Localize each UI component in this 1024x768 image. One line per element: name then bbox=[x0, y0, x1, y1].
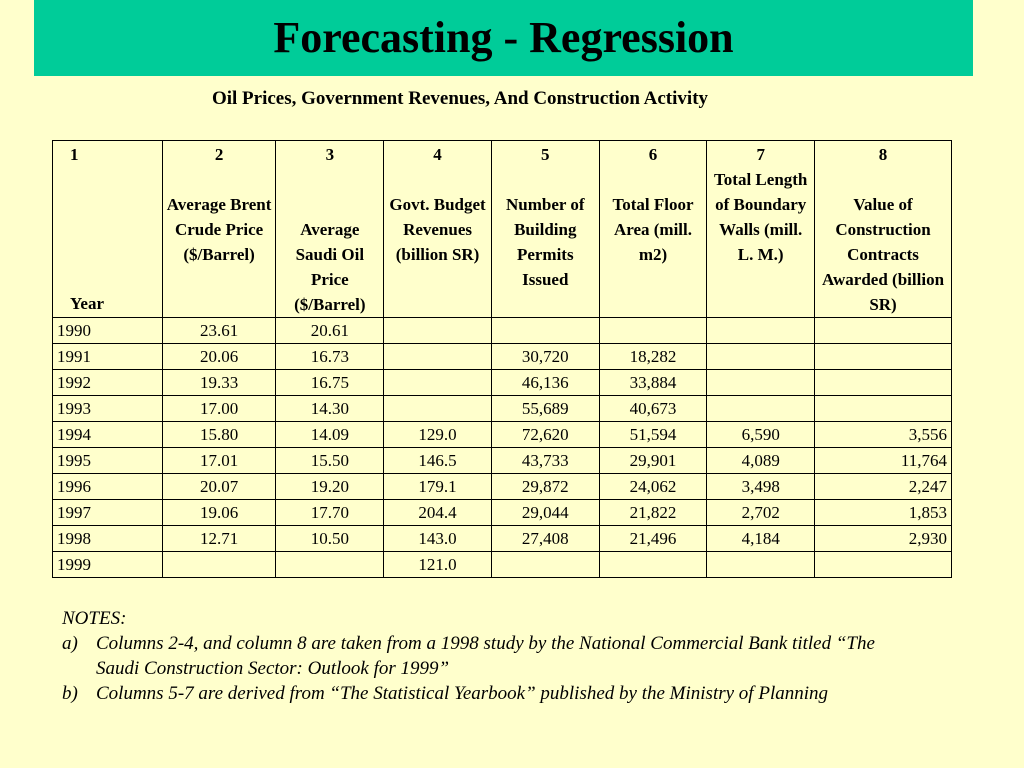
cell-boundary-walls bbox=[707, 344, 815, 370]
cell-budget-revenues: 179.1 bbox=[384, 474, 492, 500]
cell-saudi-price: 16.75 bbox=[276, 370, 384, 396]
header-brent-price bbox=[162, 141, 276, 318]
cell-budget-revenues bbox=[384, 318, 492, 344]
cell-boundary-walls bbox=[707, 396, 815, 422]
cell-budget-revenues: 121.0 bbox=[384, 552, 492, 578]
cell-contracts-value: 2,930 bbox=[815, 526, 952, 552]
cell-year: 1996 bbox=[53, 474, 163, 500]
cell-year: 1997 bbox=[53, 500, 163, 526]
header-number: 8 bbox=[878, 145, 888, 164]
header-label: Govt. Budget Revenues (billion SR) bbox=[389, 195, 486, 264]
cell-building-permits bbox=[491, 552, 599, 578]
cell-floor-area: 33,884 bbox=[599, 370, 707, 396]
table-row bbox=[53, 318, 952, 344]
header-number: 2 bbox=[214, 145, 224, 164]
cell-saudi-price bbox=[276, 552, 384, 578]
cell-building-permits: 29,872 bbox=[491, 474, 599, 500]
cell-building-permits: 72,620 bbox=[491, 422, 599, 448]
cell-contracts-value: 1,853 bbox=[815, 500, 952, 526]
notes-heading: NOTES: bbox=[62, 608, 127, 629]
cell-saudi-price: 17.70 bbox=[276, 500, 384, 526]
cell-saudi-price: 19.20 bbox=[276, 474, 384, 500]
table-row bbox=[53, 474, 952, 500]
header-label: Number of Building Permits Issued bbox=[505, 195, 585, 289]
header-label: Value of Construction Contracts Awarded (billion SR) bbox=[822, 195, 945, 314]
cell-year: 1995 bbox=[53, 448, 163, 474]
cell-budget-revenues: 204.4 bbox=[384, 500, 492, 526]
header-label: Total Length of Boundary Walls (mill. L. M.) bbox=[714, 170, 808, 264]
cell-brent-price: 20.06 bbox=[162, 344, 276, 370]
cell-boundary-walls: 2,702 bbox=[707, 500, 815, 526]
cell-brent-price: 20.07 bbox=[162, 474, 276, 500]
table-row bbox=[53, 370, 952, 396]
header-number: 7 bbox=[756, 145, 765, 164]
table-row bbox=[53, 396, 952, 422]
cell-boundary-walls bbox=[707, 318, 815, 344]
cell-boundary-walls: 3,498 bbox=[707, 474, 815, 500]
cell-building-permits: 46,136 bbox=[491, 370, 599, 396]
header-label: Average Brent Crude Price ($/Barrel) bbox=[166, 195, 272, 264]
cell-floor-area: 24,062 bbox=[599, 474, 707, 500]
cell-year: 1991 bbox=[53, 344, 163, 370]
cell-contracts-value: 2,247 bbox=[815, 474, 952, 500]
cell-saudi-price: 15.50 bbox=[276, 448, 384, 474]
note-item bbox=[62, 681, 882, 706]
cell-floor-area: 40,673 bbox=[599, 396, 707, 422]
header-number: 3 bbox=[325, 145, 335, 164]
header-number: 1 bbox=[70, 145, 79, 164]
cell-building-permits: 43,733 bbox=[491, 448, 599, 474]
header-boundary-walls bbox=[707, 141, 815, 318]
table-row bbox=[53, 552, 952, 578]
cell-boundary-walls bbox=[707, 370, 815, 396]
cell-boundary-walls: 4,089 bbox=[707, 448, 815, 474]
cell-brent-price: 17.00 bbox=[162, 396, 276, 422]
cell-floor-area bbox=[599, 318, 707, 344]
cell-contracts-value: 11,764 bbox=[815, 448, 952, 474]
cell-budget-revenues: 146.5 bbox=[384, 448, 492, 474]
page-title: Forecasting - Regression bbox=[273, 13, 734, 62]
cell-budget-revenues bbox=[384, 370, 492, 396]
header-budget-revenues bbox=[384, 141, 492, 318]
header-floor-area bbox=[599, 141, 707, 318]
cell-brent-price: 15.80 bbox=[162, 422, 276, 448]
header-year bbox=[53, 141, 163, 318]
table-row bbox=[53, 526, 952, 552]
table-body bbox=[53, 318, 952, 578]
header-saudi-price bbox=[276, 141, 384, 318]
header-label: Total Floor Area (mill. m2) bbox=[612, 195, 694, 264]
header-number: 5 bbox=[541, 145, 550, 164]
cell-saudi-price: 14.30 bbox=[276, 396, 384, 422]
cell-building-permits: 55,689 bbox=[491, 396, 599, 422]
cell-budget-revenues: 143.0 bbox=[384, 526, 492, 552]
header-label: Average Saudi Oil Price ($/Barrel) bbox=[294, 220, 366, 314]
cell-budget-revenues bbox=[384, 396, 492, 422]
cell-year: 1990 bbox=[53, 318, 163, 344]
cell-brent-price: 12.71 bbox=[162, 526, 276, 552]
cell-year: 1999 bbox=[53, 552, 163, 578]
cell-saudi-price: 10.50 bbox=[276, 526, 384, 552]
note-item bbox=[62, 631, 882, 681]
cell-boundary-walls bbox=[707, 552, 815, 578]
cell-boundary-walls: 6,590 bbox=[707, 422, 815, 448]
cell-boundary-walls: 4,184 bbox=[707, 526, 815, 552]
cell-contracts-value: 3,556 bbox=[815, 422, 952, 448]
cell-contracts-value bbox=[815, 370, 952, 396]
cell-contracts-value bbox=[815, 396, 952, 422]
table-subtitle: Oil Prices, Government Revenues, And Construction Activity bbox=[211, 88, 709, 109]
table-row bbox=[53, 344, 952, 370]
cell-contracts-value bbox=[815, 344, 952, 370]
cell-floor-area: 18,282 bbox=[599, 344, 707, 370]
header-number: 6 bbox=[648, 145, 658, 164]
notes bbox=[62, 606, 882, 706]
cell-brent-price: 19.33 bbox=[162, 370, 276, 396]
cell-saudi-price: 16.73 bbox=[276, 344, 384, 370]
cell-floor-area: 21,822 bbox=[599, 500, 707, 526]
note-text: Columns 2-4, and column 8 are taken from a 1998 study by the National Commercial Bank titled “The Saudi Construction Sector: Outlook for 1999” bbox=[96, 633, 875, 679]
cell-contracts-value bbox=[815, 318, 952, 344]
cell-saudi-price: 20.61 bbox=[276, 318, 384, 344]
note-text: Columns 5-7 are derived from “The Statistical Yearbook” published by the Ministry of Planning bbox=[96, 683, 829, 704]
cell-floor-area: 29,901 bbox=[599, 448, 707, 474]
header-label: Year bbox=[70, 294, 104, 313]
table-row bbox=[53, 500, 952, 526]
note-label: a) bbox=[62, 633, 78, 654]
header-number: 4 bbox=[433, 145, 442, 164]
cell-budget-revenues: 129.0 bbox=[384, 422, 492, 448]
cell-year: 1998 bbox=[53, 526, 163, 552]
cell-floor-area: 21,496 bbox=[599, 526, 707, 552]
header-building-permits bbox=[491, 141, 599, 318]
cell-budget-revenues bbox=[384, 344, 492, 370]
title-bar bbox=[34, 0, 973, 76]
cell-building-permits: 29,044 bbox=[491, 500, 599, 526]
cell-building-permits: 30,720 bbox=[491, 344, 599, 370]
table-row bbox=[53, 422, 952, 448]
table-row bbox=[53, 448, 952, 474]
cell-floor-area: 51,594 bbox=[599, 422, 707, 448]
cell-saudi-price: 14.09 bbox=[276, 422, 384, 448]
cell-floor-area bbox=[599, 552, 707, 578]
cell-building-permits: 27,408 bbox=[491, 526, 599, 552]
cell-year: 1994 bbox=[53, 422, 163, 448]
data-table bbox=[52, 140, 952, 578]
cell-contracts-value bbox=[815, 552, 952, 578]
header-contracts-value bbox=[815, 141, 952, 318]
cell-building-permits bbox=[491, 318, 599, 344]
cell-brent-price bbox=[162, 552, 276, 578]
note-label: b) bbox=[62, 683, 78, 704]
table-header-row bbox=[53, 141, 952, 318]
cell-brent-price: 19.06 bbox=[162, 500, 276, 526]
cell-year: 1992 bbox=[53, 370, 163, 396]
cell-year: 1993 bbox=[53, 396, 163, 422]
cell-brent-price: 17.01 bbox=[162, 448, 276, 474]
cell-brent-price: 23.61 bbox=[162, 318, 276, 344]
